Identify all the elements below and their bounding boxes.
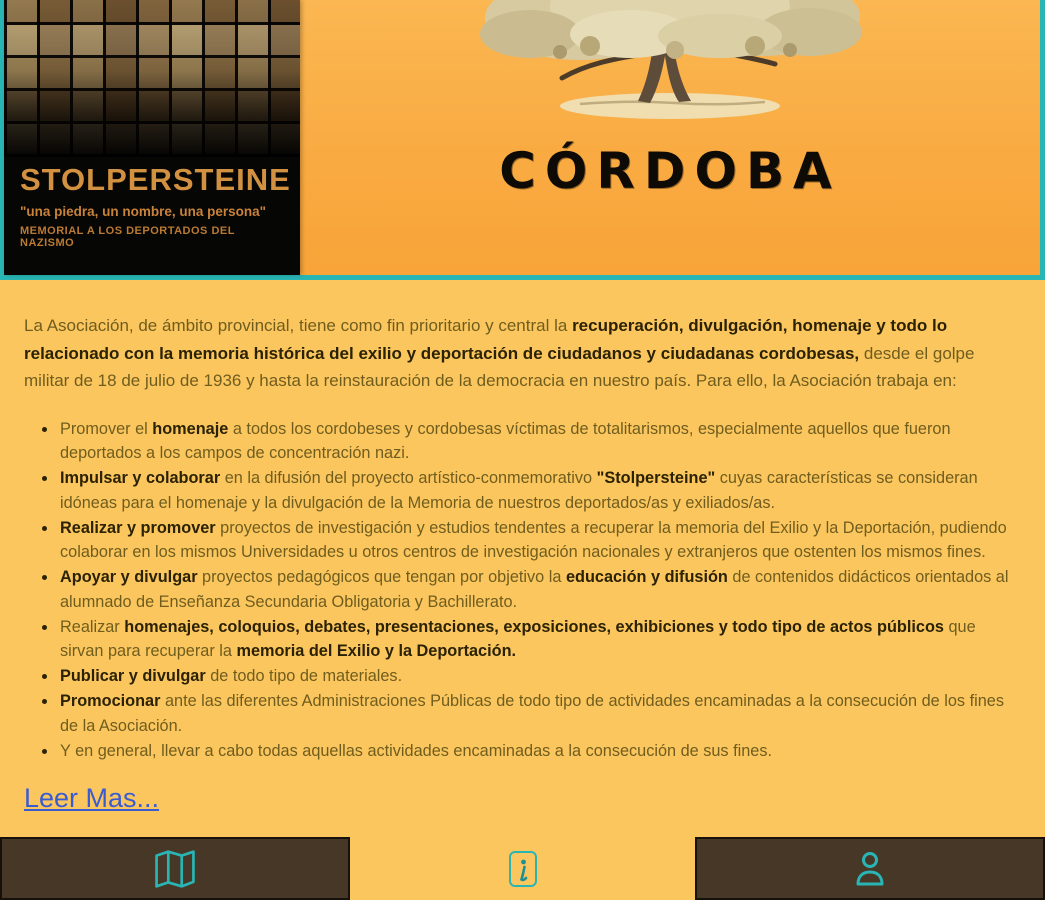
list-item: • Promover el homenaje a todos los cordobeses y cordobesas víctimas de totalitarismos, especialmente aquellos que fueron deportados a los campos de concentración nazi. — [58, 417, 1015, 467]
olive-tree-icon — [470, 0, 870, 124]
nav-map-button[interactable] — [0, 837, 350, 900]
poster-text-block — [4, 157, 300, 275]
hero-banner — [0, 0, 1045, 280]
list-item: • Realizar homenajes, coloquios, debates, presentaciones, exposiciones, exhibiciones y todo tipo de actos públicos que sirvan para recuperar la memoria del Exilio y la Deportación. — [58, 615, 1015, 665]
list-item: • Y en general, llevar a cabo todas aquellas actividades encaminadas a la consecución de sus fines. — [58, 739, 1015, 764]
banner-right-panel — [300, 0, 1040, 275]
read-more-link[interactable]: Leer Mas... — [24, 783, 160, 814]
region-title: CÓRDOBA — [499, 142, 841, 200]
bottom-nav — [0, 837, 1045, 900]
stolpersteine-poster — [4, 0, 300, 275]
poster-tagline: MEMORIAL A LOS DEPORTADOS DEL NAZISMO — [20, 225, 235, 249]
list-item: • Realizar y promover proyectos de investigación y estudios tendentes a recuperar la memoria del Exilio y la Deportación, pudiendo colaborar en los mismos Universidades u otros centros de investigación nacionales y extranjeros que ostenten los mismos fines. — [58, 516, 1015, 566]
intro-paragraph: La Asociación, de ámbito provincial, tiene como fin prioritario y central la recuperación, divulgación, homenaje y todo lo relacionado con la memoria histórica del exilio y deportación de ciudadanos y ciudadanas cordobesas, desde el golpe militar de 18 de julio de 1936 y hasta la reinstauración de la democracia en nuestro país. Para ello, la Asociación trabaja en: — [24, 316, 975, 391]
nav-info-button[interactable] — [350, 837, 696, 900]
map-icon — [154, 850, 196, 888]
objectives-list — [24, 417, 1015, 764]
info-icon — [508, 850, 538, 888]
poster-title: STOLPERSTEINE — [20, 161, 291, 197]
nav-profile-button[interactable] — [695, 837, 1045, 900]
poster-subtitle: "una piedra, un nombre, una persona" — [20, 204, 267, 219]
person-icon — [850, 849, 890, 889]
list-item: • Apoyar y divulgar proyectos pedagógicos que tengan por objetivo la educación y difusión de contenidos didácticos orientados al alumnado de Enseñanza Secundaria Obligatoria y Bachillerato. — [58, 565, 1015, 615]
stolpersteine-stones-image — [4, 0, 300, 157]
about-section — [0, 280, 1045, 837]
list-item: • Promocionar ante las diferentes Administraciones Públicas de todo tipo de actividades encaminadas a la consecución de los fines de la Asociación. — [58, 689, 1015, 739]
list-item: • Publicar y divulgar de todo tipo de materiales. — [58, 664, 1015, 689]
list-item: • Impulsar y colaborar en la difusión del proyecto artístico-conmemorativo "Stolpersteine" cuyas características se consideran idóneas para el homenaje y la divulgación de la Memoria de nuestros deportados/as y exiliados/as. — [58, 466, 1015, 516]
